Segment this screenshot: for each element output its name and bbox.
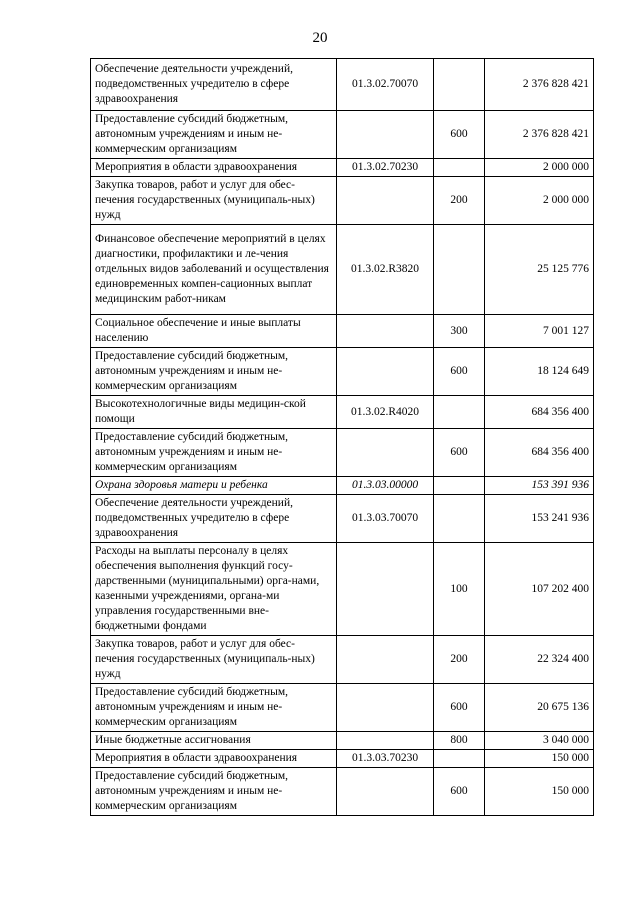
target-article-code-cell: 01.3.03.00000: [337, 477, 434, 495]
amount-cell: 2 376 828 421: [485, 111, 594, 159]
amount-cell: 107 202 400: [485, 543, 594, 636]
table-row: [91, 495, 594, 543]
amount-cell: 7 001 127: [485, 315, 594, 348]
page-number: 20: [312, 30, 328, 46]
expense-name-cell: Финансовое обеспечение мероприятий в целях диагностики, профилактики и ле-чения отдельных видов заболеваний и осуществления единовременных компен-сационных выплат медицинским работ-никам: [91, 225, 337, 315]
expense-type-code-cell: 800: [434, 732, 485, 750]
expense-type-code-cell: [434, 495, 485, 543]
amount-cell: 2 376 828 421: [485, 59, 594, 111]
amount-cell: 18 124 649: [485, 348, 594, 396]
target-article-code-cell: [337, 684, 434, 732]
amount-cell: 150 000: [485, 768, 594, 816]
table-row: [91, 111, 594, 159]
expense-name-cell: Предоставление субсидий бюджетным, автономным учреждениям и иным не-коммерческим организациям: [91, 684, 337, 732]
target-article-code-cell: [337, 177, 434, 225]
target-article-code-cell: [337, 636, 434, 684]
expense-type-code-cell: 600: [434, 768, 485, 816]
amount-cell: 684 356 400: [485, 396, 594, 429]
expense-type-code-cell: [434, 750, 485, 768]
expense-name-cell: Обеспечение деятельности учреждений, подведомственных учредителю в сфере здравоохранения: [91, 495, 337, 543]
table-row: [91, 315, 594, 348]
amount-cell: 2 000 000: [485, 159, 594, 177]
target-article-code-cell: [337, 111, 434, 159]
target-article-code-cell: 01.3.02.70230: [337, 159, 434, 177]
expense-name-cell: Предоставление субсидий бюджетным, автономным учреждениям и иным не-коммерческим организациям: [91, 111, 337, 159]
target-article-code-cell: 01.3.03.70070: [337, 495, 434, 543]
target-article-code-cell: 01.3.02.70070: [337, 59, 434, 111]
expense-type-code-cell: [434, 159, 485, 177]
table-row: [91, 750, 594, 768]
expense-type-code-cell: [434, 396, 485, 429]
amount-cell: 684 356 400: [485, 429, 594, 477]
expense-type-code-cell: 200: [434, 636, 485, 684]
amount-cell: 150 000: [485, 750, 594, 768]
table-row: [91, 177, 594, 225]
expense-type-code-cell: 200: [434, 177, 485, 225]
budget-table-body: [91, 59, 594, 816]
expense-name-cell: Высокотехнологичные виды медицин-ской помощи: [91, 396, 337, 429]
expense-name-cell: Закупка товаров, работ и услуг для обес-печения государственных (муниципаль-ных) нужд: [91, 177, 337, 225]
table-row: [91, 348, 594, 396]
expense-type-code-cell: 300: [434, 315, 485, 348]
expense-name-cell: Предоставление субсидий бюджетным, автономным учреждениям и иным не-коммерческим организациям: [91, 768, 337, 816]
amount-cell: 25 125 776: [485, 225, 594, 315]
table-row: [91, 477, 594, 495]
table-row: [91, 636, 594, 684]
target-article-code-cell: [337, 768, 434, 816]
table-row: [91, 225, 594, 315]
expense-type-code-cell: [434, 225, 485, 315]
target-article-code-cell: [337, 543, 434, 636]
amount-cell: 3 040 000: [485, 732, 594, 750]
target-article-code-cell: [337, 348, 434, 396]
expense-type-code-cell: 100: [434, 543, 485, 636]
table-row: [91, 684, 594, 732]
expense-name-cell: Расходы на выплаты персоналу в целях обеспечения выполнения функций госу-дарственными (муниципальными) орга-нами, казенными учреждениями, органа-ми управления государственными вне-бюджетными фондами: [91, 543, 337, 636]
amount-cell: 2 000 000: [485, 177, 594, 225]
table-row: [91, 543, 594, 636]
amount-cell: 22 324 400: [485, 636, 594, 684]
expense-name-cell: Обеспечение деятельности учреждений, подведомственных учредителю в сфере здравоохранения: [91, 59, 337, 111]
table-row: [91, 429, 594, 477]
expense-name-cell: Социальное обеспечение и иные выплаты населению: [91, 315, 337, 348]
amount-cell: 153 391 936: [485, 477, 594, 495]
expense-type-code-cell: 600: [434, 429, 485, 477]
table-row: [91, 768, 594, 816]
expense-name-cell: Мероприятия в области здравоохранения: [91, 750, 337, 768]
expense-name-cell: Закупка товаров, работ и услуг для обес-печения государственных (муниципаль-ных) нужд: [91, 636, 337, 684]
expense-name-cell: Иные бюджетные ассигнования: [91, 732, 337, 750]
target-article-code-cell: 01.3.03.70230: [337, 750, 434, 768]
expense-name-cell: Мероприятия в области здравоохранения: [91, 159, 337, 177]
amount-cell: 153 241 936: [485, 495, 594, 543]
expense-type-code-cell: 600: [434, 348, 485, 396]
target-article-code-cell: [337, 429, 434, 477]
expense-name-cell: Предоставление субсидий бюджетным, автономным учреждениям и иным не-коммерческим организациям: [91, 348, 337, 396]
table-row: [91, 732, 594, 750]
table-row: [91, 159, 594, 177]
target-article-code-cell: 01.3.02.R3820: [337, 225, 434, 315]
target-article-code-cell: [337, 315, 434, 348]
expense-name-cell: Охрана здоровья матери и ребенка: [91, 477, 337, 495]
expense-type-code-cell: 600: [434, 111, 485, 159]
expense-name-cell: Предоставление субсидий бюджетным, автономным учреждениям и иным не-коммерческим организациям: [91, 429, 337, 477]
amount-cell: 20 675 136: [485, 684, 594, 732]
budget-table: [90, 58, 594, 816]
table-row: [91, 59, 594, 111]
target-article-code-cell: 01.3.02.R4020: [337, 396, 434, 429]
expense-type-code-cell: [434, 59, 485, 111]
table-row: [91, 396, 594, 429]
expense-type-code-cell: [434, 477, 485, 495]
expense-type-code-cell: 600: [434, 684, 485, 732]
target-article-code-cell: [337, 732, 434, 750]
